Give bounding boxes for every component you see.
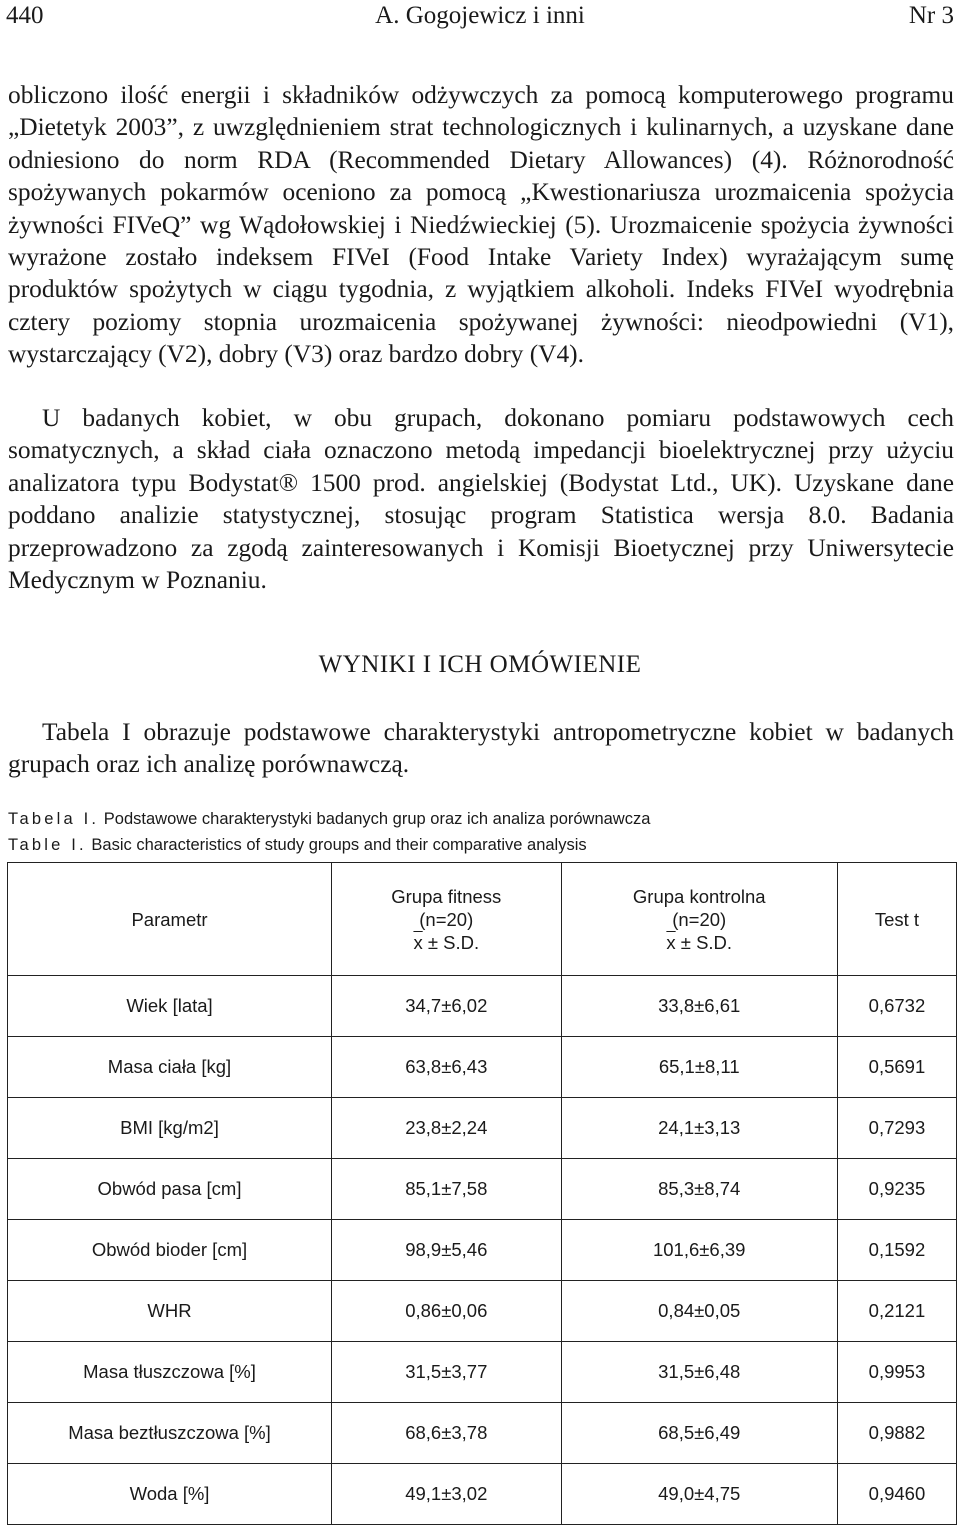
cell-fitness: 85,1±7,58 — [332, 1159, 562, 1220]
cell-kontrolna: 24,1±3,13 — [561, 1098, 837, 1159]
header-test-t: Test t — [837, 863, 956, 976]
table-caption-en — [8, 834, 587, 856]
cell-fitness: 68,6±3,78 — [332, 1403, 562, 1464]
cell-kontrolna: 33,8±6,61 — [561, 976, 837, 1037]
sd-label: ± S.D. — [675, 931, 733, 953]
cell-test-t: 0,5691 — [837, 1037, 956, 1098]
table-row — [8, 976, 957, 1037]
cell-fitness: 23,8±2,24 — [332, 1098, 562, 1159]
caption-text: Podstawowe charakterystyki badanych grup oraz ich analiza porównawcza — [103, 810, 651, 828]
cell-kontrolna: 49,0±4,75 — [561, 1464, 837, 1525]
cell-test-t: 0,9235 — [837, 1159, 956, 1220]
cell-test-t: 0,2121 — [837, 1281, 956, 1342]
header-parametr: Parametr — [8, 863, 332, 976]
cell-test-t: 0,6732 — [837, 976, 956, 1037]
cell-fitness: 0,86±0,06 — [332, 1281, 562, 1342]
cell-kontrolna: 0,84±0,05 — [561, 1281, 837, 1342]
caption-label: Table I. — [8, 836, 87, 854]
paragraph-text: obliczono ilość energii i składników odżywczych za pomocą komputerowego programu „Dietetyk 2003”, z uwzględnieniem strat technologicznych i kulinarnych, a uzyskane dane odniesiono do norm RDA (Recommended Dietary Allowances) (4). Różnorodność spożywanych pokarmów oceniono za pomocą „Kwestionariusza urozmaicenia spożycia żywności FIVeQ” wg Wądołowskiej i Niedźwieckiej (5). Urozmaicenie spożycia żywności wyrażone zostało indeksem FIVeI (Food Intake Variety Index) wyrażającym sumę produktów spożytych w ciągu tygodnia, z wyjątkiem alkoholi. Indeks FIVeI wyodrębnia cztery poziomy stopnia urozmaicenia spożywanej żywności: nieodpowiedni (V1), wystarczający (V2), dobry (V3) oraz bardzo dobry (V4). — [8, 81, 954, 369]
group-name: Grupa fitness — [391, 885, 502, 907]
methods-paragraph-1 — [8, 79, 954, 371]
cell-kontrolna: 68,5±6,49 — [561, 1403, 837, 1464]
table-row — [8, 1220, 957, 1281]
cell-parametr: BMI [kg/m2] — [8, 1098, 332, 1159]
cell-fitness: 63,8±6,43 — [332, 1037, 562, 1098]
cell-parametr: Masa beztłuszczowa [%] — [8, 1403, 332, 1464]
cell-fitness: 49,1±3,02 — [332, 1464, 562, 1525]
mean-symbol: $\overline{x}$ — [666, 931, 676, 953]
cell-parametr: Wiek [lata] — [8, 976, 332, 1037]
cell-fitness: 34,7±6,02 — [332, 976, 562, 1037]
cell-parametr: Masa tłuszczowa [%] — [8, 1342, 332, 1403]
cell-test-t: 0,7293 — [837, 1098, 956, 1159]
group-name: Grupa kontrolna — [632, 885, 766, 907]
table-header-row — [8, 863, 957, 976]
cell-test-t: 0,9882 — [837, 1403, 956, 1464]
issue-number: Nr 3 — [908, 2, 954, 29]
page-number: 440 — [6, 2, 44, 29]
table-row — [8, 1464, 957, 1525]
cell-kontrolna: 85,3±8,74 — [561, 1159, 837, 1220]
group-stat-label — [562, 931, 837, 954]
group-size: (n=20) — [419, 908, 474, 930]
header-grupa-kontrolna — [561, 863, 837, 976]
cell-parametr: Masa ciała [kg] — [8, 1037, 332, 1098]
table-row — [8, 1037, 957, 1098]
cell-test-t: 0,9953 — [837, 1342, 956, 1403]
cell-test-t: 0,1592 — [837, 1220, 956, 1281]
cell-test-t: 0,9460 — [837, 1464, 956, 1525]
caption-label: Tabela I. — [8, 810, 100, 828]
table-row — [8, 1403, 957, 1464]
table-row — [8, 1159, 957, 1220]
table-row — [8, 1098, 957, 1159]
mean-symbol: $\overline{x}$ — [413, 931, 423, 953]
caption-text: Basic characteristics of study groups and their comparative analysis — [91, 836, 587, 854]
group-size: (n=20) — [672, 908, 727, 930]
results-intro-paragraph — [8, 716, 954, 781]
page-header — [6, 2, 954, 32]
table-caption-pl — [8, 808, 650, 830]
methods-paragraph-2 — [8, 402, 954, 596]
cell-parametr: Obwód bioder [cm] — [8, 1220, 332, 1281]
sd-label: ± S.D. — [422, 931, 480, 953]
cell-fitness: 31,5±3,77 — [332, 1342, 562, 1403]
cell-parametr: Woda [%] — [8, 1464, 332, 1525]
paragraph-text: U badanych kobiet, w obu grupach, dokonano pomiaru podstawowych cech somatycznych, a skład ciała oznaczono metodą impedancji bioelektrycznej przy użyciu analizatora typu Bodystat® 1500 prod. angielskiej (Bodystat Ltd., UK). Uzyskane dane poddano analizie statystycznej, stosując program Statistica wersja 8.0. Badania przeprowadzono za zgodą zainteresowanych i Komisji Bioetycznej przy Uniwersytecie Medycznym w Poznaniu. — [8, 404, 954, 595]
characteristics-table — [7, 862, 957, 1525]
cell-parametr: Obwód pasa [cm] — [8, 1159, 332, 1220]
header-grupa-fitness — [332, 863, 562, 976]
table-row — [8, 1281, 957, 1342]
paragraph-text: Tabela I obrazuje podstawowe charakterystyki antropometryczne kobiet w badanych grupach oraz ich analizę porównawczą. — [8, 718, 954, 779]
table-row — [8, 1342, 957, 1403]
section-title: WYNIKI I ICH OMÓWIENIE — [318, 651, 642, 678]
cell-kontrolna: 65,1±8,11 — [561, 1037, 837, 1098]
cell-fitness: 98,9±5,46 — [332, 1220, 562, 1281]
group-stat-label — [332, 931, 561, 954]
cell-parametr: WHR — [8, 1281, 332, 1342]
running-head-authors: A. Gogojewicz i inni — [375, 2, 585, 29]
cell-kontrolna: 31,5±6,48 — [561, 1342, 837, 1403]
cell-kontrolna: 101,6±6,39 — [561, 1220, 837, 1281]
